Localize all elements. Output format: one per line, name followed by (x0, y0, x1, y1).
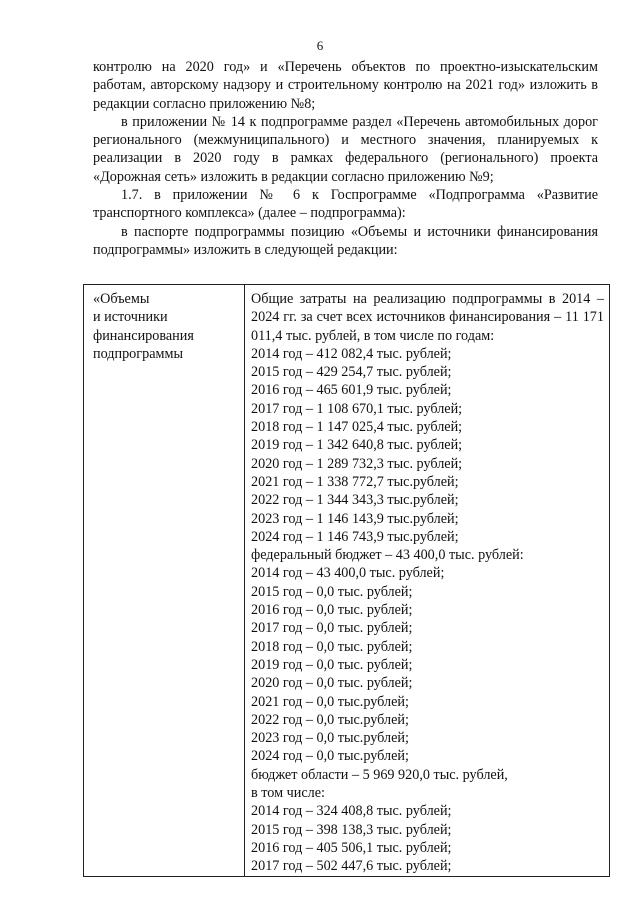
position-name-cell (84, 285, 245, 877)
total-year-line: 2015 год – 429 254,7 тыс. рублей; (251, 364, 452, 381)
total-year-line: 2021 год – 1 338 772,7 тыс.рублей; (251, 473, 459, 490)
regional-year-line: 2017 год – 502 447,6 тыс. рублей; (251, 858, 452, 875)
total-year-line: 2023 год – 1 146 143,9 тыс.рублей; (251, 510, 459, 527)
position-label-line: «Объемы (93, 291, 150, 307)
federal-year-line: 2024 год – 0,0 тыс.рублей; (251, 748, 409, 765)
federal-year-line: 2023 год – 0,0 тыс.рублей; (251, 730, 409, 747)
table-row (84, 285, 610, 877)
regional-year-line: 2014 год – 324 408,8 тыс. рублей; (251, 803, 452, 820)
federal-year-line: 2020 год – 0,0 тыс. рублей; (251, 675, 413, 692)
total-year-line: 2024 год – 1 146 743,9 тыс.рублей; (251, 528, 459, 545)
regional-year-line: 2015 год – 398 138,3 тыс. рублей; (251, 821, 452, 838)
regional-budget-subheader: в том числе: (251, 785, 325, 802)
total-year-line: 2016 год – 465 601,9 тыс. рублей; (251, 382, 452, 399)
paragraph-1: контролю на 2020 год» и «Перечень объектов по проектно-изыскательским работам, авторскому надзору и строительному контролю на 2021 год» изложить в редакции согласно приложению №8; (93, 59, 598, 112)
paragraph-3: 1.7. в приложении № 6 к Госпрограмме «Подпрограмма «Развитие транспортного комплекса» (далее – подпрограмма): (93, 187, 598, 222)
federal-year-line: 2015 год – 0,0 тыс. рублей; (251, 583, 413, 600)
position-label-line: финансирования (93, 327, 194, 344)
federal-budget-header: федеральный бюджет – 43 400,0 тыс. рублей: (251, 547, 524, 564)
federal-year-line: 2019 год – 0,0 тыс. рублей; (251, 656, 413, 673)
total-year-line: 2019 год – 1 342 640,8 тыс. рублей; (251, 437, 463, 454)
position-label-line: и источники (93, 309, 168, 326)
page-number: 6 (316, 38, 324, 53)
total-year-line: 2018 год – 1 147 025,4 тыс. рублей; (251, 419, 463, 436)
regional-year-line: 2016 год – 405 506,1 тыс. рублей; (251, 839, 452, 856)
total-year-line: 2014 год – 412 082,4 тыс. рублей; (251, 345, 452, 362)
federal-year-line: 2022 год – 0,0 тыс.рублей; (251, 711, 409, 728)
regional-budget-header: бюджет области – 5 969 920,0 тыс. рублей, (251, 766, 508, 783)
document-body (93, 58, 598, 259)
federal-year-line: 2018 год – 0,0 тыс. рублей; (251, 638, 413, 655)
paragraph-2: в приложении № 14 к подпрограмме раздел «Перечень автомобильных дорог регионального (межмуниципального) и местного значения, планируемых к реализации в 2020 году в рамках федерального (регионального) проекта «Дорожная сеть» изложить в редакции согласно приложению №9; (93, 113, 598, 185)
federal-year-line: 2017 год – 0,0 тыс. рублей; (251, 620, 413, 637)
total-funding-intro: Общие затраты на реализацию подпрограммы в 2014 – 2024 гг. за счет всех источников финансирования – 11 171 011,4 тыс. рублей, в том числе по годам: (251, 291, 604, 344)
funding-table (83, 284, 610, 877)
federal-year-line: 2021 год – 0,0 тыс.рублей; (251, 693, 409, 710)
total-year-line: 2020 год – 1 289 732,3 тыс. рублей; (251, 455, 463, 472)
position-label-line: подпрограммы (93, 345, 183, 362)
federal-year-line: 2016 год – 0,0 тыс. рублей; (251, 602, 413, 619)
total-year-line: 2017 год – 1 108 670,1 тыс. рублей; (251, 400, 463, 417)
federal-year-line: 2014 год – 43 400,0 тыс. рублей; (251, 565, 445, 582)
total-year-line: 2022 год – 1 344 343,3 тыс.рублей; (251, 492, 459, 509)
paragraph-4: в паспорте подпрограммы позицию «Объемы и источники финансирования подпрограммы» изложить в следующей редакции: (93, 223, 598, 258)
position-value-cell (245, 285, 610, 877)
